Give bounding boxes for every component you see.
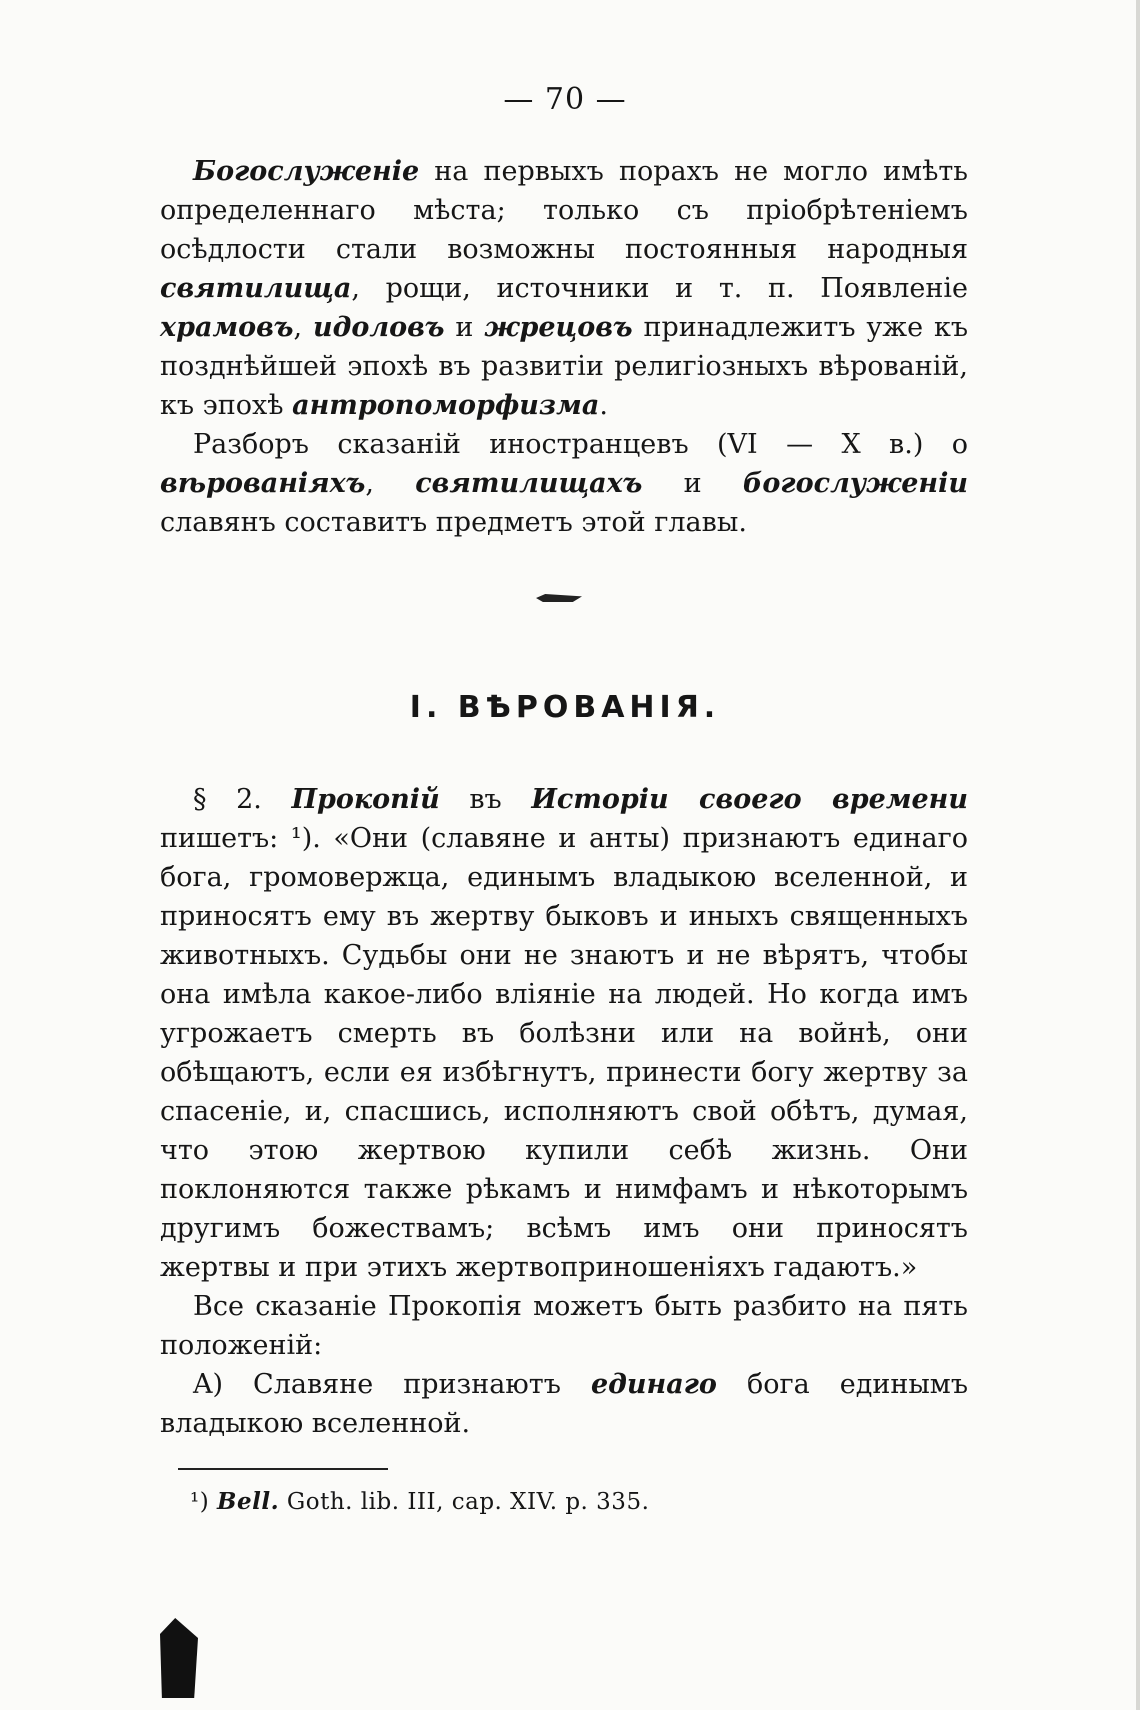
text-run: A) Славяне признаютъ — [193, 1369, 591, 1400]
italic-run: антропоморфизма — [292, 390, 600, 421]
text-run: § 2. — [193, 784, 292, 815]
text-run: на первыхъ порахъ не могло имѣть определеннаго мѣста; только съ пріобрѣтеніемъ осѣдлости стали возможны постоянныя народныя — [160, 156, 968, 265]
paragraph-five-points: Все сказаніе Прокопія можетъ быть разбито на пять положеній: — [160, 1291, 968, 1361]
text-run: Goth. lib. III, cap. XIV. p. 335. — [279, 1489, 650, 1515]
italic-run: Прокопій — [291, 784, 440, 815]
italic-run: святилища — [160, 273, 352, 304]
ink-blot — [160, 1618, 198, 1698]
text-run: , — [365, 468, 416, 499]
paragraph-point-a — [160, 1365, 968, 1443]
footnote-rule — [178, 1468, 388, 1470]
text-run: , рощи, источники и т. п. Появленіе — [351, 273, 968, 304]
italic-run: единаго — [590, 1369, 717, 1400]
text-run: славянъ составитъ предметъ этой главы. — [160, 507, 747, 538]
text-run: въ — [439, 784, 532, 815]
italic-run: Богослуженіе — [193, 156, 420, 187]
italic-run: храмовъ — [160, 312, 294, 343]
paragraph-worship — [160, 152, 968, 425]
italic-run: Bell. — [217, 1488, 280, 1515]
section-text — [160, 780, 968, 1443]
italic-run: святилищахъ — [415, 468, 643, 499]
text-run: Разборъ сказаній иностранцевъ (VI — X в.) о — [193, 429, 968, 460]
italic-run: Исторіи своего времени — [531, 784, 968, 815]
italic-run: жрецовъ — [484, 312, 633, 343]
text-run: , — [293, 312, 313, 343]
section-ornament — [536, 594, 582, 602]
italic-run: вѣрованіяхъ — [160, 468, 366, 499]
text-run: ¹) — [190, 1489, 218, 1515]
text-run: пишетъ: ¹). «Они (славяне и анты) признаютъ единаго бога, громовержца, единымъ владыкою вселенной, и приносятъ ему въ жертву быковъ и иныхъ священныхъ животныхъ. Судьбы они не знаютъ и не вѣрятъ, чтобы она имѣла какое-либо вліяніе на людей. Но когда имъ угрожаетъ смерть въ болѣзни или на войнѣ, они обѣщаютъ, если ея избѣгнутъ, принести богу жертву за спасеніе, и, спасшись, исполняютъ свой обѣтъ, думая, что этою жертвою купили себѣ жизнь. Они поклоняются также рѣкамъ и нимфамъ и нѣкоторымъ другимъ божествамъ; всѣмъ имъ они приносятъ жертвы и при этихъ жертвоприношеніяхъ гадаютъ.» — [160, 823, 968, 1283]
text-run: и — [444, 312, 485, 343]
text-run: принадлежитъ уже къ позднѣйшей эпохѣ въ развитіи религіозныхъ вѣрованій, къ эпохѣ — [160, 312, 969, 421]
paragraph-procopius — [160, 780, 968, 1287]
text-run: бога единымъ владыкою вселенной. — [160, 1369, 968, 1439]
page-edge — [1136, 0, 1140, 1710]
text-run: . — [599, 390, 608, 421]
italic-run: богослуженіи — [742, 468, 968, 499]
footnote — [190, 1488, 649, 1515]
text-run: и — [642, 468, 743, 499]
paragraph-chapter-subject — [160, 425, 968, 542]
section-title: I. ВѢРОВАНІЯ. — [409, 690, 721, 725]
italic-run: идоловъ — [312, 312, 445, 343]
page-number: — 70 — — [503, 82, 627, 117]
intro-text — [160, 152, 968, 542]
